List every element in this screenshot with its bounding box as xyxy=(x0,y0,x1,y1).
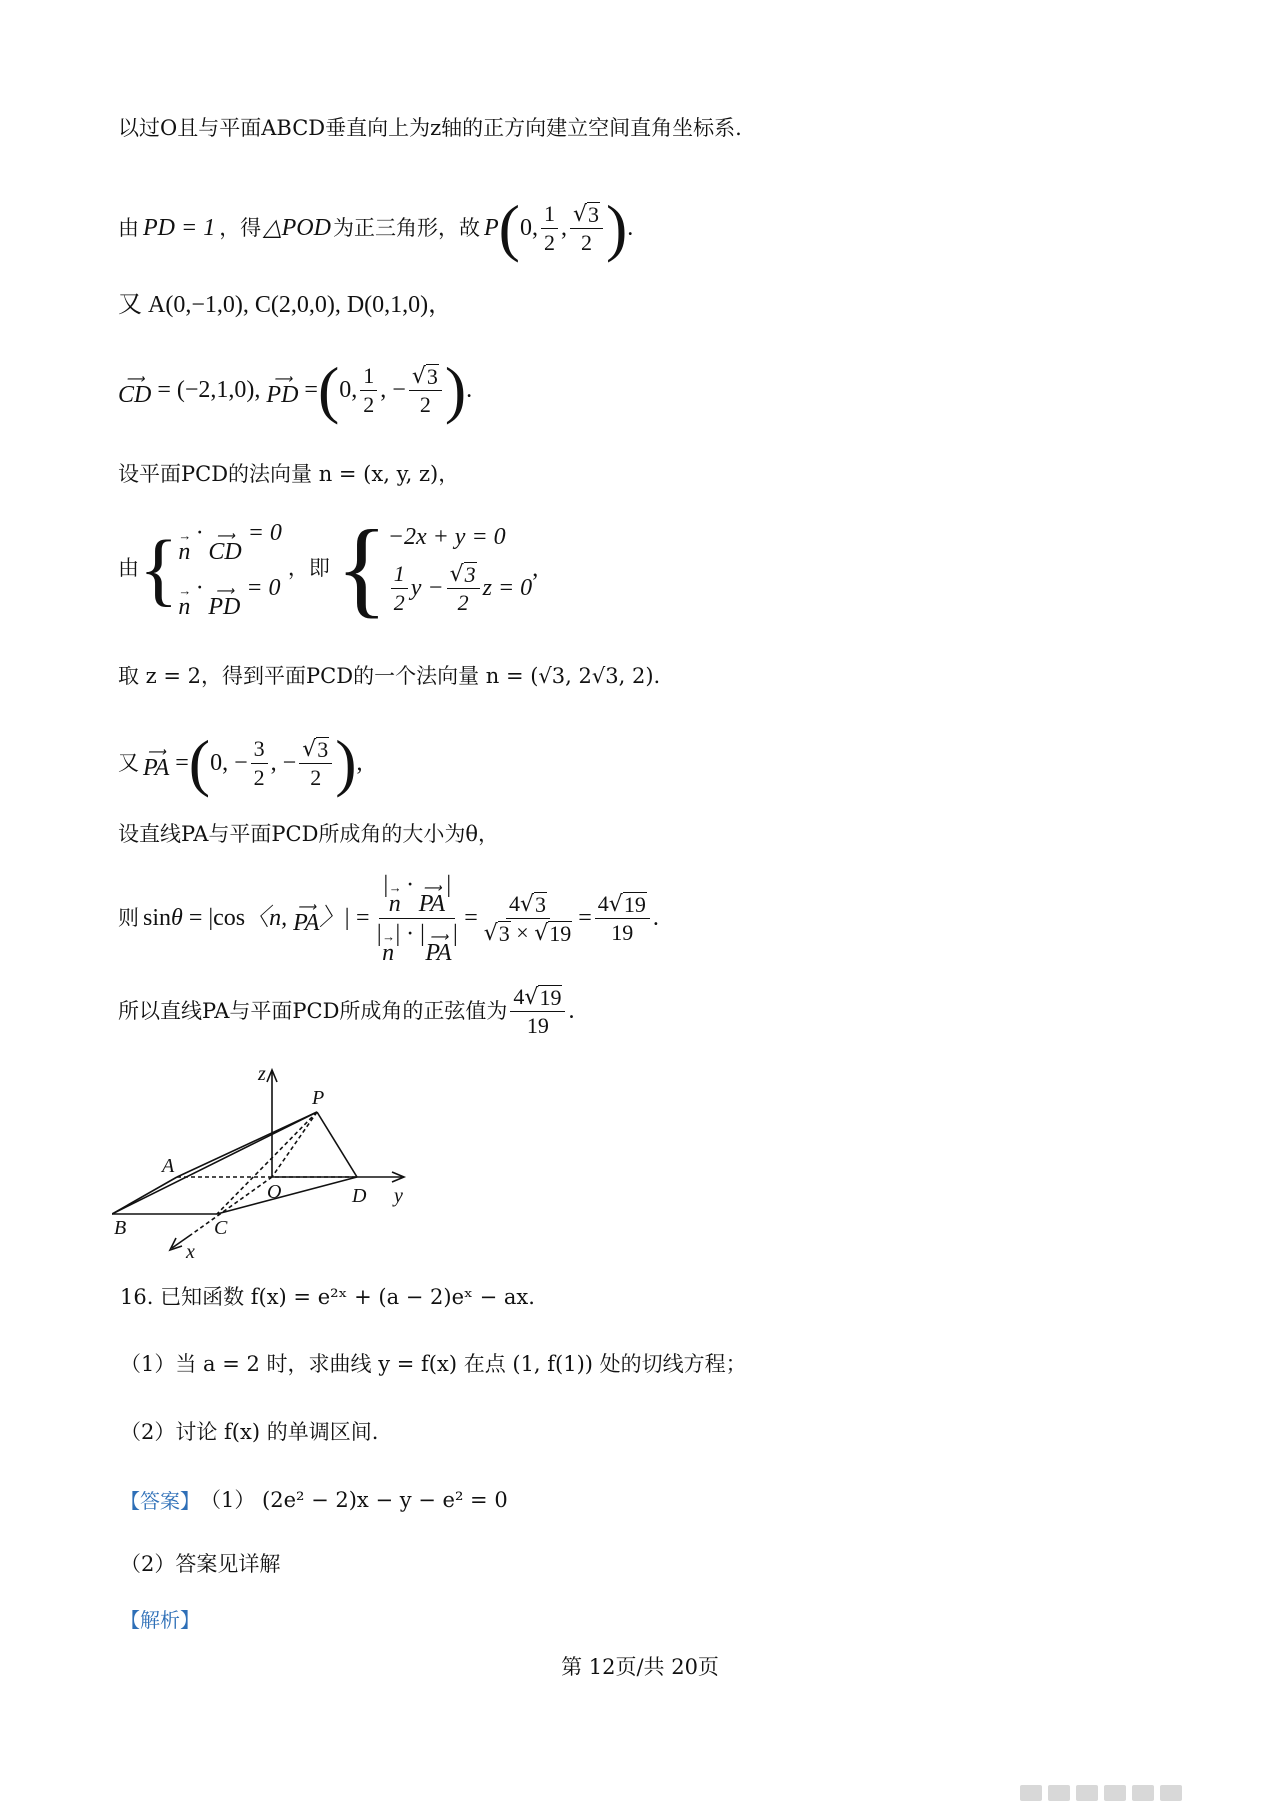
text-mid: ，得 xyxy=(219,215,262,240)
text-post: 为正三角形，故 xyxy=(332,215,480,240)
math-p-label: P xyxy=(483,215,499,241)
text-prefix: 由 xyxy=(118,215,139,240)
edge-pd xyxy=(317,1112,357,1177)
label-x: x xyxy=(186,1241,195,1262)
x-axis-hidden xyxy=(192,1177,272,1234)
answer-2: （2）答案见详解 xyxy=(120,1552,281,1576)
system-1: { → n · ⟶ CD = 0 → n · ⟶ PD = 0 xyxy=(139,520,282,620)
text-line-7: 取 z = 2，得到平面PCD的一个法向量 n = (√3, 2√3, 2). xyxy=(118,664,661,688)
x-axis-arrow xyxy=(170,1238,182,1250)
problem-16-q1: （1）当 a = 2 时，求曲线 y = f(x) 在点 (1, f(1)) 处的切线方程； xyxy=(120,1352,747,1376)
system-2: { −2x + y = 0 $\frac{1}{2}$ y − √ 3 2 z = 0 xyxy=(335,509,533,628)
label-z: z xyxy=(258,1063,266,1085)
text-prefix: 则 xyxy=(118,905,139,930)
analysis-tag: 【解析】 xyxy=(120,1608,200,1632)
edge-pb xyxy=(112,1112,317,1214)
answer-1: （1） (2e² − 2)x − y − e² = 0 xyxy=(200,1488,508,1512)
text-prefix: 又 xyxy=(118,750,139,775)
text-line-9: 设直线PA与平面PCD所成角的大小为θ， xyxy=(118,822,500,846)
text-line-11: 所以直线PA与平面PCD所成角的正弦值为 4 √ 19 19 . xyxy=(118,984,575,1039)
corner-decoration xyxy=(1020,1785,1250,1803)
answer-line xyxy=(120,1488,508,1513)
page-footer: 第 12页/共 20页 xyxy=(561,1655,719,1679)
text-line-6: 由 { → n · ⟶ CD = 0 → n · ⟶ PD = 0 ，即 { −2x + y = 0 $\frac{1}{2}$ y − √ 3 2 z = 0 , xyxy=(118,509,539,628)
analysis-line xyxy=(120,1608,200,1632)
text-line-3: 又 A(0,−1,0), C(2,0,0), D(0,1,0)， xyxy=(118,292,453,318)
text-line-5: 设平面PCD的法向量 n = (x, y, z)， xyxy=(118,462,460,486)
text-line-4: ⟶ CD = (−2,1,0), ⟶ PD = ( 0, $\frac{1}{2}$ , − √ 3 2 ) . xyxy=(118,354,473,425)
label-y: y xyxy=(394,1185,403,1207)
label-b: B xyxy=(114,1217,127,1239)
math-pd: PD = 1 xyxy=(143,215,216,241)
edge-cd xyxy=(217,1177,357,1214)
problem-16-q2: （2）讨论 f(x) 的单调区间. xyxy=(120,1420,379,1444)
label-d: D xyxy=(352,1185,367,1207)
label-c: C xyxy=(214,1217,228,1239)
text-line-2: 由 PD = 1 ，得 △POD 为正三角形，故 P ( 0, $\frac{1}{2}$ , √ 3 2 ) . xyxy=(118,192,634,263)
label-a: A xyxy=(162,1155,175,1177)
text-prefix: 由 xyxy=(118,556,139,581)
label-o: O xyxy=(267,1181,282,1203)
math-triangle: △POD xyxy=(263,215,331,241)
text-line-10: 则 sin θ = |cos 〈n, ⟶ PA 〉| = | → n · ⟶ PA | | → n | · | ⟶ PA | = 4 √ 3 √ 3 × √ 19 = 4 √ 19 19 . xyxy=(118,872,659,966)
text-line-8: 又 ⟶ PA = ( 0, − $\frac{3}{2}$ , − √ 3 2 ) , xyxy=(118,727,363,798)
label-p: P xyxy=(312,1087,325,1109)
pyramid-figure xyxy=(112,1062,432,1262)
text-line-1: 以过O且与平面ABCD垂直向上为z轴的正方向建立空间直角坐标系. xyxy=(118,116,742,140)
text-mid: ，即 xyxy=(287,556,330,581)
problem-16-stem: 16. 已知函数 f(x) = e²ˣ + (a − 2)eˣ − ax. xyxy=(120,1285,535,1309)
text-prefix: 所以直线PA与平面PCD所成角的正弦值为 xyxy=(118,999,508,1024)
answer-tag: 【答案】 xyxy=(120,1488,200,1513)
